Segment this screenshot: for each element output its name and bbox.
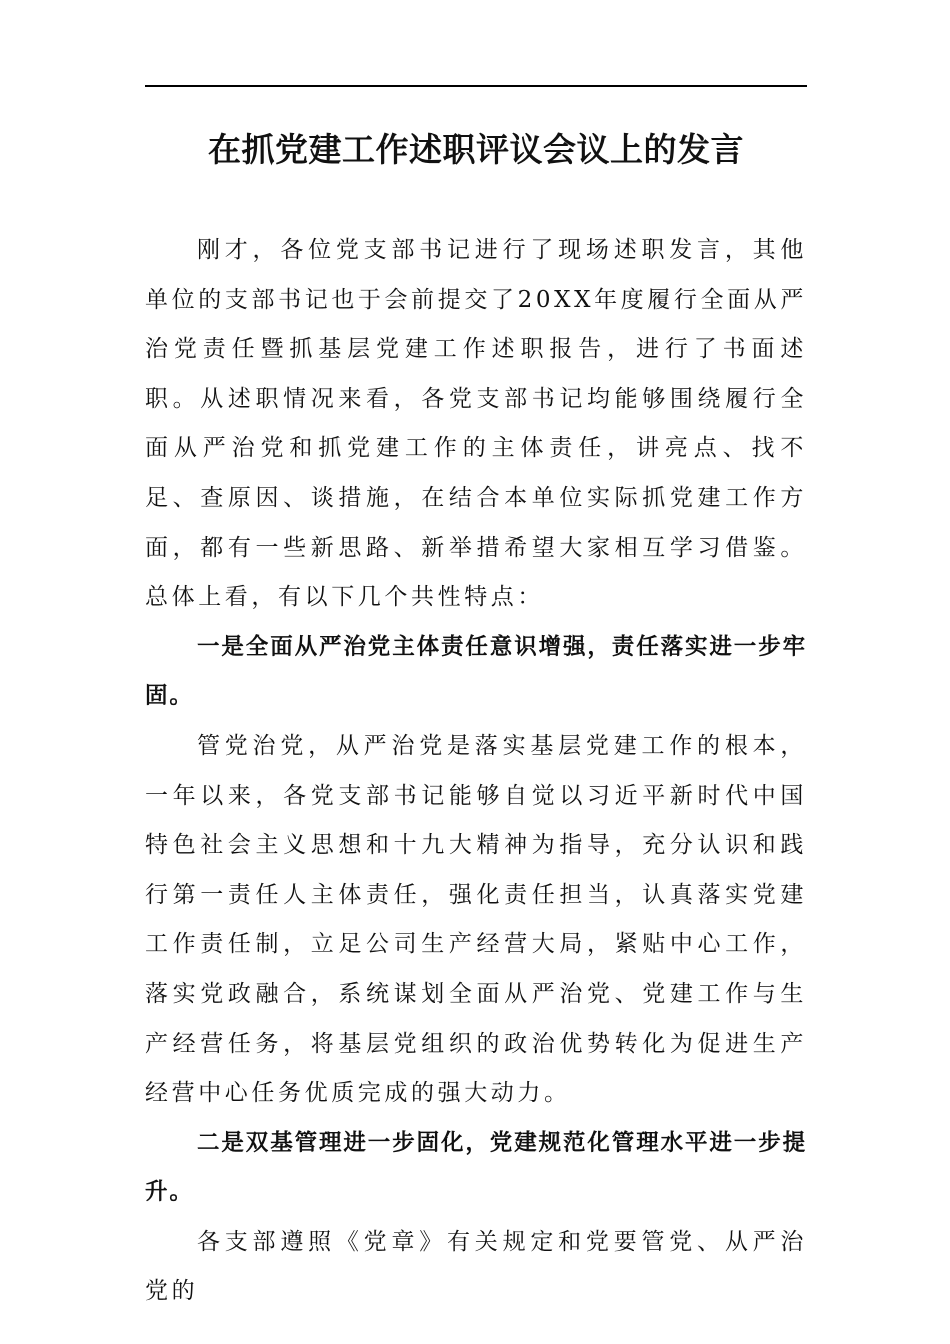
paragraph-section-2: 各支部遵照《党章》有关规定和党要管党、从严治党的 (145, 1228, 807, 1305)
section-heading-2: 二是双基管理进一步固化，党建规范化管理水平进一步提升。 (145, 1129, 808, 1206)
section-heading-1: 一是全面从严治党主体责任意识增强，责任落实进一步牢固。 (145, 633, 808, 710)
paragraph-intro: 刚才，各位党支部书记进行了现场述职发言，其他单位的支部书记也于会前提交了20XX年度履行全面从严治党责任暨抓基层党建工作述职报告，进行了书面述职。从述职情况来看，各党支部书记均能够围绕履行全面从严治党和抓党建工作的主体责任，讲亮点、找不足、查原因、谈措施，在结合本单位实际抓党建工作方面，都有一些新思路、新举措希望大家相互学习借鉴。总体上看，有以下几个共性特点： (145, 237, 807, 611)
paragraph-section-1: 管党治党，从严治党是落实基层党建工作的根本，一年以来，各党支部书记能够自觉以习近平新时代中国特色社会主义思想和十九大精神为指导，充分认识和践行第一责任人主体责任，强化责任担当，认真落实党建工作责任制，立足公司生产经营大局，紧贴中心工作，落实党政融合，系统谋划全面从严治党、党建工作与生产经营任务，将基层党组织的政治优势转化为促进生产经营中心任务优质完成的强大动力。 (145, 732, 807, 1107)
document-body (145, 226, 807, 1317)
header-rule (145, 85, 807, 87)
document-title: 在抓党建工作述职评议会议上的发言 (208, 130, 744, 169)
